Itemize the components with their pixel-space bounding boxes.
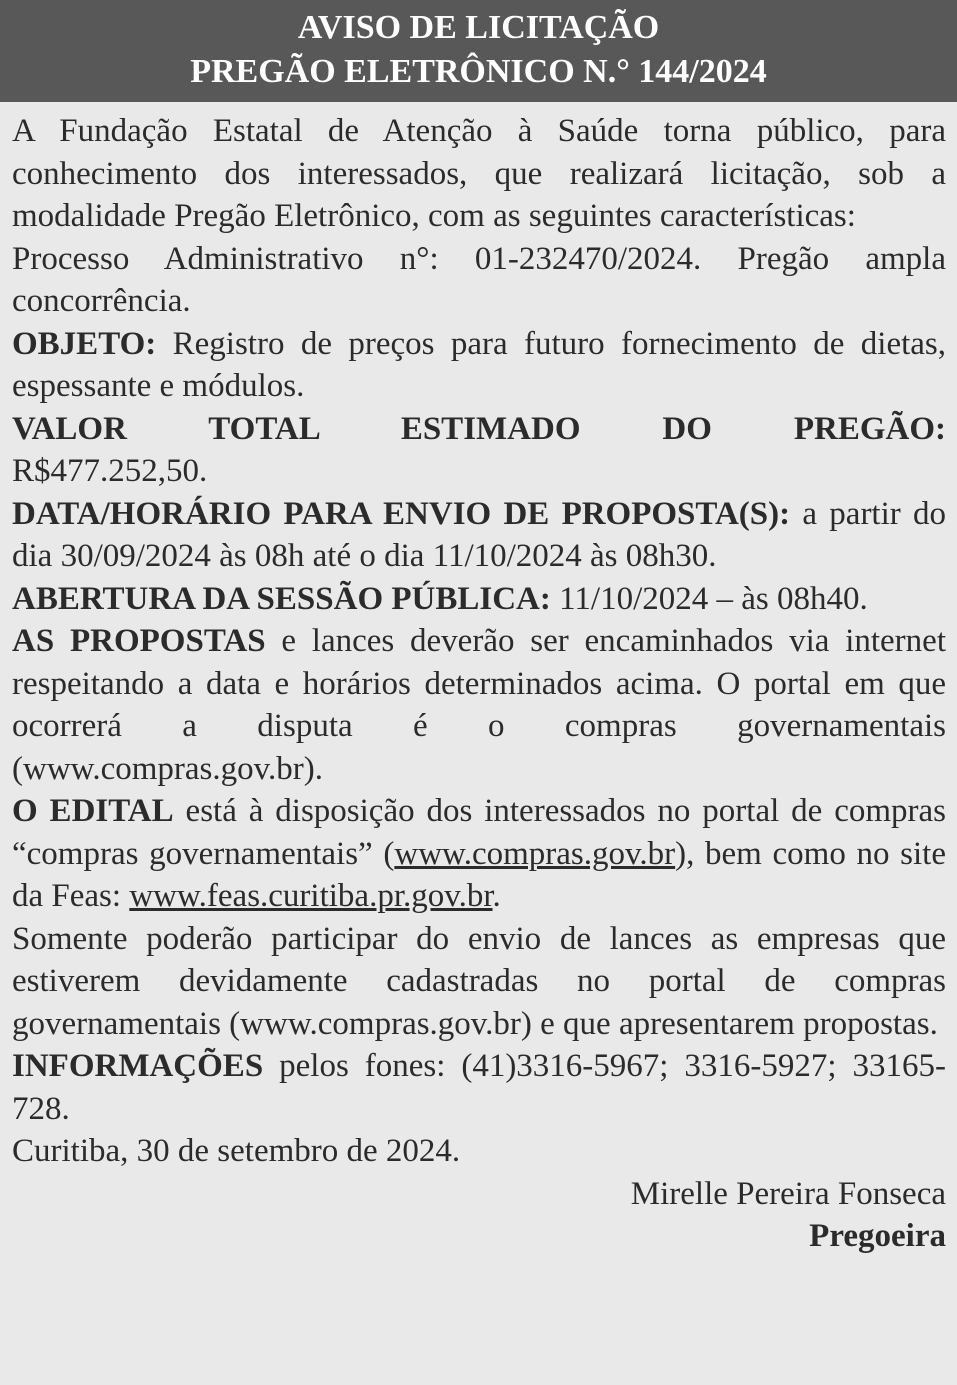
notice-body bbox=[0, 102, 957, 1258]
edital-text-middle: ), bem como no site da Feas: bbox=[12, 835, 946, 914]
notice-title: AVISO DE LICITAÇÃO bbox=[297, 9, 660, 46]
data-envio-paragraph bbox=[12, 493, 946, 578]
somente-paragraph: Somente poderão participar do envio de lances as empresas que estiverem devidamente cadastradas no portal de compras governamentais (www.compras.gov.br) e que apresentarem propostas. bbox=[12, 920, 946, 1042]
feas-link[interactable]: www.feas.curitiba.pr.gov.br bbox=[129, 878, 493, 914]
data-envio-label: DATA/HORÁRIO PARA ENVIO DE PROPOSTA(S): bbox=[12, 495, 791, 532]
abertura-text: 11/10/2024 – às 08h40. bbox=[559, 580, 868, 617]
propostas-paragraph bbox=[12, 620, 946, 790]
informacoes-paragraph bbox=[12, 1045, 946, 1130]
objeto-text: Registro de preços para futuro fornecimento de dietas, espessante e módulos. bbox=[12, 325, 947, 404]
intro-paragraph: A Fundação Estatal de Atenção à Saúde torna público, para conhecimento dos interessados, que realizará licitação, sob a modalidade Pregão Eletrônico, com as seguintes características: bbox=[12, 113, 946, 234]
valor-label: VALOR TOTAL ESTIMADO DO PREGÃO: bbox=[12, 410, 946, 447]
objeto-paragraph bbox=[12, 323, 946, 408]
informacoes-text: pelos fones: (41)3316-5967; 3316-5927; 33165-728. bbox=[12, 1048, 947, 1127]
signature-name: Mirelle Pereira Fonseca bbox=[630, 1175, 946, 1212]
signature-role bbox=[12, 1215, 946, 1258]
valor-text: R$477.252,50. bbox=[12, 453, 208, 489]
objeto-label: OBJETO: bbox=[12, 325, 157, 362]
compras-link[interactable]: www.compras.gov.br bbox=[394, 835, 676, 872]
propostas-text: e lances deverão ser encaminhados via internet respeitando a data e horários determinados acima. O portal em que ocorrerá a disputa é o compras governamentais (www.compras.gov.br). bbox=[12, 623, 946, 787]
edital-text-before: está à disposição dos interessados no portal de compras “compras governamentais” ( bbox=[12, 793, 946, 872]
data-envio-text: a partir do dia 30/09/2024 às 08h até o dia 11/10/2024 às 08h30. bbox=[12, 495, 947, 574]
notice-header bbox=[0, 0, 957, 102]
abertura-paragraph bbox=[12, 578, 946, 621]
processo-paragraph: Processo Administrativo n°: 01-232470/2024. Pregão ampla concorrência. bbox=[12, 240, 946, 319]
edital-text-after: . bbox=[492, 878, 501, 914]
local-data: Curitiba, 30 de setembro de 2024. bbox=[12, 1133, 461, 1169]
edital-paragraph bbox=[12, 790, 946, 918]
valor-paragraph bbox=[12, 408, 946, 493]
informacoes-label: INFORMAÇÕES bbox=[12, 1048, 264, 1084]
edital-label: O EDITAL bbox=[12, 793, 174, 829]
propostas-label: AS PROPOSTAS bbox=[12, 623, 266, 659]
signature-block bbox=[12, 1173, 946, 1258]
notice-subtitle: PREGÃO ELETRÔNICO N.° 144/2024 bbox=[190, 53, 767, 90]
signature-role-text: Pregoeira bbox=[809, 1218, 946, 1254]
abertura-label: ABERTURA DA SESSÃO PÚBLICA: bbox=[12, 580, 551, 617]
